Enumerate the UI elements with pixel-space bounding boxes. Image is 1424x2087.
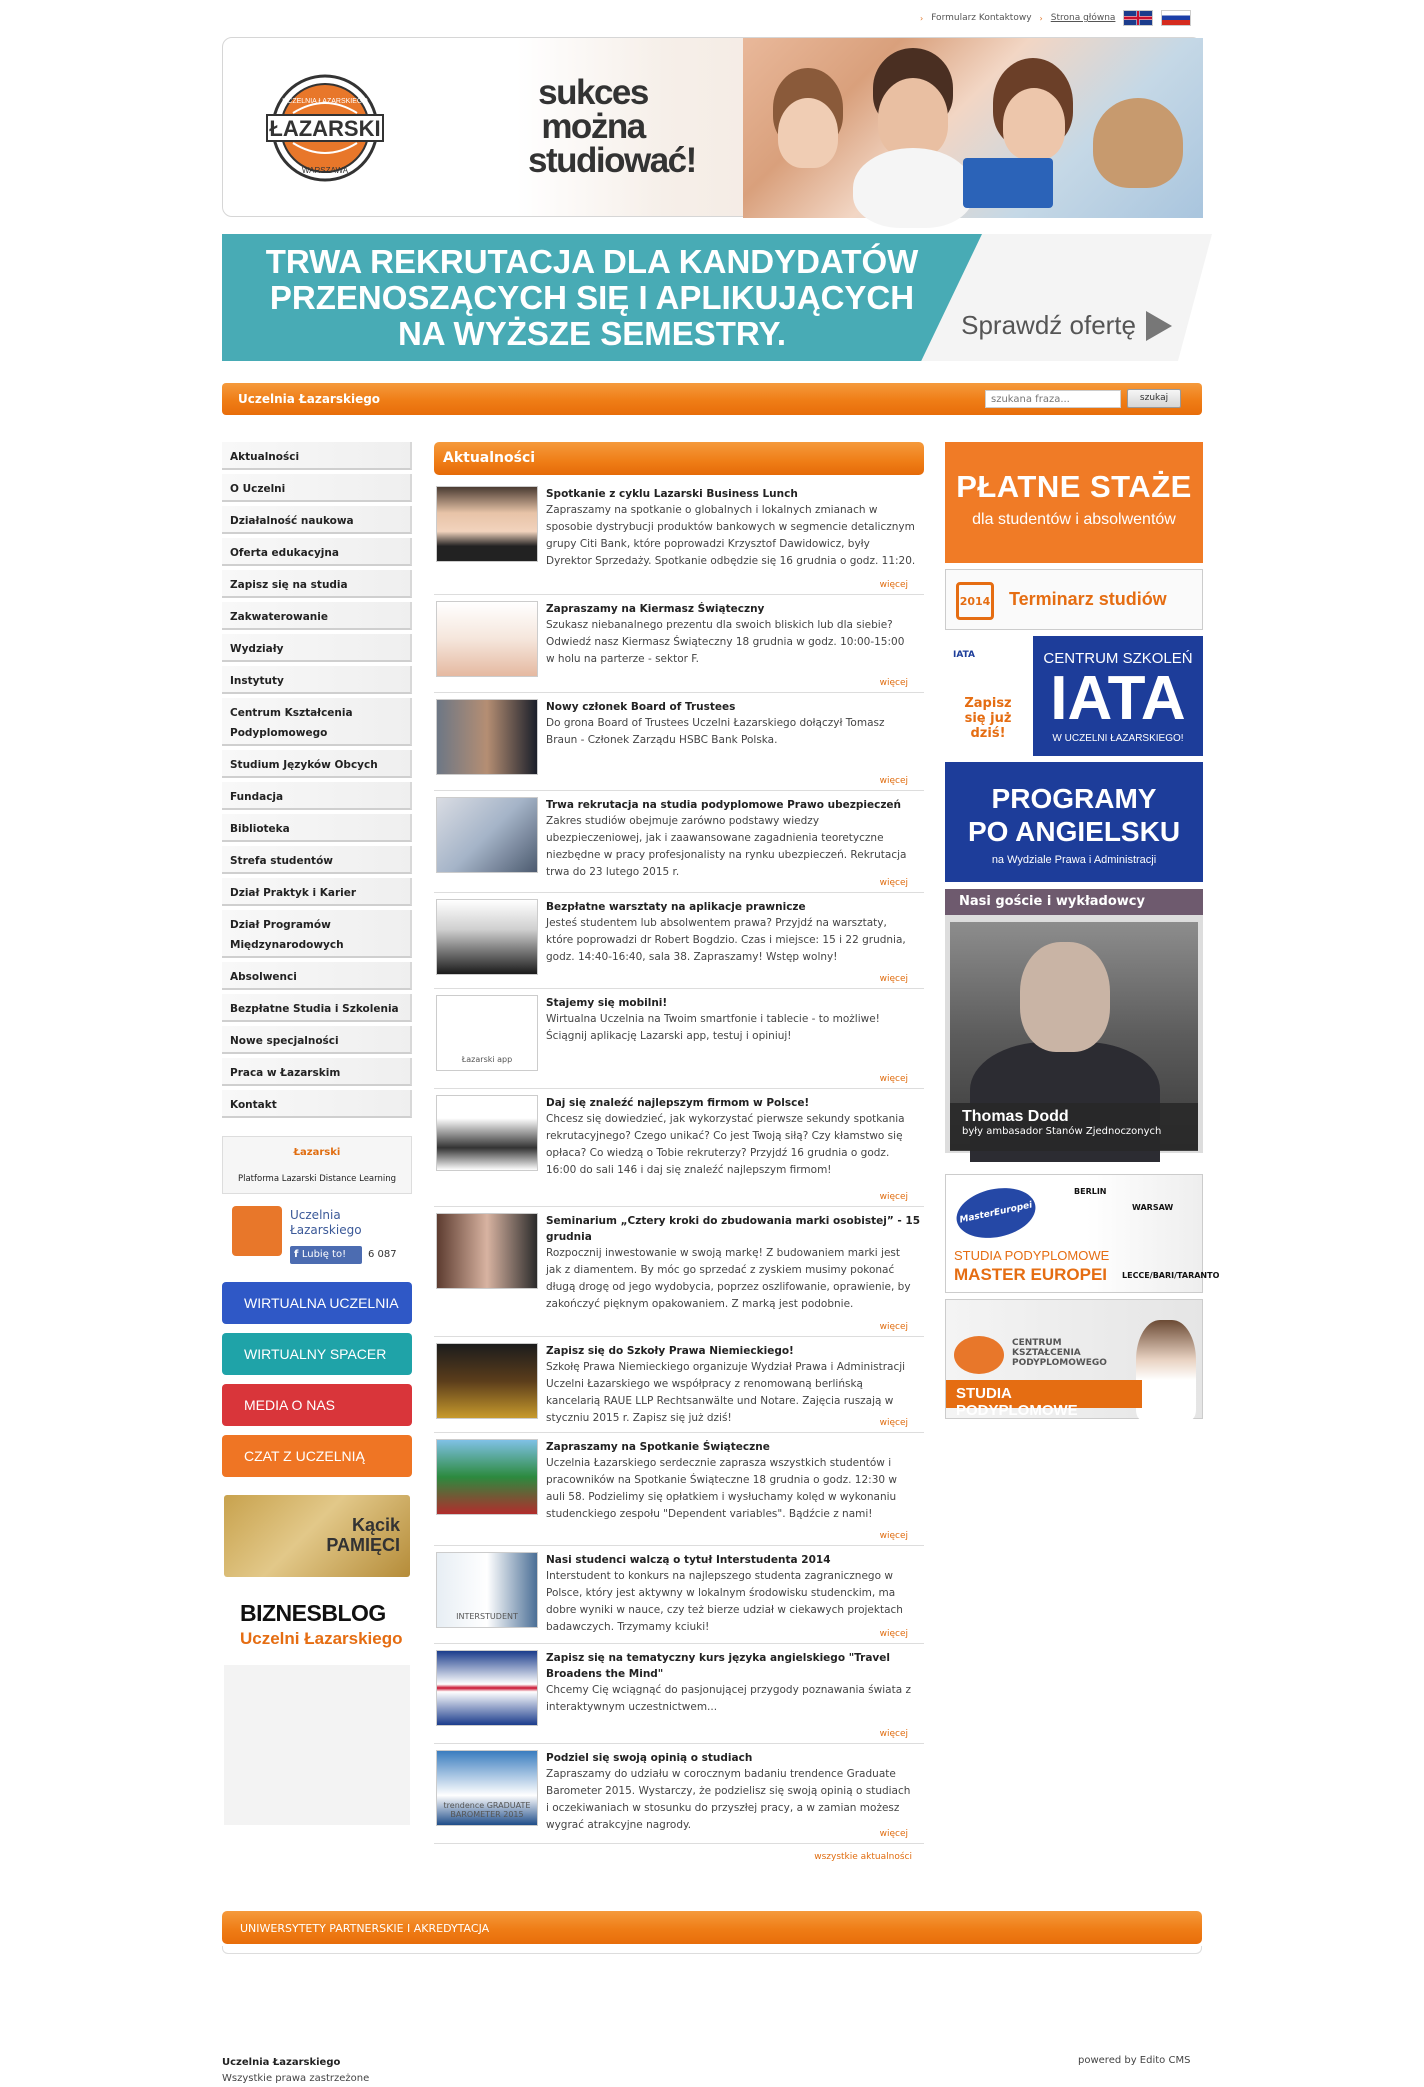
news-list: [434, 480, 924, 1844]
facebook-avatar[interactable]: [232, 1206, 282, 1256]
nav-item[interactable]: Strefa studentów: [222, 846, 412, 874]
news-title[interactable]: Zapraszamy na Spotkanie Świąteczne: [546, 1441, 770, 1453]
internships-subtitle: dla studentów i absolwentów: [972, 511, 1176, 528]
nav-item[interactable]: Biblioteka: [222, 814, 412, 842]
svg-text:UCZELNIA ŁAZARSKIEGO: UCZELNIA ŁAZARSKIEGO: [282, 98, 368, 105]
study-schedule-label: Terminarz studiów: [1009, 589, 1167, 609]
nav-item[interactable]: Centrum Kształcenia Podyplomowego: [222, 698, 412, 746]
news-more-link[interactable]: więcej: [879, 1829, 908, 1839]
news-title[interactable]: Seminarium „Cztery kroki do zbudowania marki osobistej” - 15 grudnia: [546, 1215, 921, 1243]
postgraduate-banner[interactable]: [945, 1299, 1203, 1419]
search-input[interactable]: [985, 390, 1121, 408]
news-thumbnail[interactable]: [436, 1439, 538, 1515]
news-body: Szkołę Prawa Niemieckiego organizuje Wydział Prawa i Administracji Uczelni Łazarskiego we współpracy z renomowaną berlińską kancelarią RAUE LLP Rechtsanwälte und Notare. Zajęcia ruszają w styczniu 2015 r. Zapisz się już dziś!: [546, 1361, 906, 1424]
memory-corner-label: Kącik PAMIĘCI: [326, 1515, 400, 1555]
guest-caption: [950, 1103, 1198, 1151]
memory-corner-banner[interactable]: [224, 1495, 410, 1577]
footer-left: [222, 2055, 369, 2087]
recruitment-banner[interactable]: [222, 234, 1202, 361]
news-item[interactable]: [434, 893, 924, 989]
svg-text:WARSZAWA: WARSZAWA: [301, 166, 349, 175]
news-item[interactable]: [434, 1644, 924, 1744]
news-more-link[interactable]: więcej: [879, 678, 908, 688]
nav-item[interactable]: Dział Programów Międzynarodowych: [222, 910, 412, 958]
paid-internships-banner[interactable]: [945, 442, 1203, 563]
news-more-link[interactable]: więcej: [879, 974, 908, 984]
search-button[interactable]: szukaj: [1127, 389, 1181, 408]
news-thumbnail[interactable]: [436, 899, 538, 975]
news-more-link[interactable]: więcej: [879, 776, 908, 786]
news-item[interactable]: [434, 1546, 924, 1644]
english-programs-banner[interactable]: [945, 762, 1203, 882]
partners-label: UNIWERSYTETY PARTNERSKIE I AKREDYTACJA: [240, 1922, 490, 1935]
city-label: WARSAW: [1132, 1203, 1174, 1212]
check-offer-link[interactable]: Sprawdź ofertę: [961, 310, 1172, 341]
biznesblog-subtitle: Uczelni Łazarskiego: [240, 1629, 403, 1648]
students-photo: [743, 38, 1203, 218]
partners-box: [222, 1946, 1202, 1954]
news-title[interactable]: Trwa rekrutacja na studia podyplomowe Prawo ubezpieczeń: [546, 799, 902, 811]
news-body: Do grona Board of Trustees Uczelni Łazarskiego dołączył Tomasz Braun - Członek Zarządu HSBC Bank Polska.: [546, 717, 885, 746]
footer-title: Uczelnia Łazarskiego: [222, 2057, 341, 2068]
news-section: [434, 442, 924, 1862]
news-more-link[interactable]: więcej: [879, 878, 908, 888]
news-item[interactable]: [434, 989, 924, 1089]
svg-text:ŁAZARSKI: ŁAZARSKI: [269, 116, 381, 141]
news-title[interactable]: Bezpłatne warsztaty na aplikacje prawnicze: [546, 901, 806, 913]
news-body: Chcesz się dowiedzieć, jak wykorzystać pierwsze sekundy spotkania rekrutacyjnego? Czego unikać? Co jest Twoją siłą? Czy kłamstwo się opłaca? Co wiedzą o Tobie rekruterzy? Przyjdź 16 grudnia o godz. 16:00 do sali 146 i daj się znaleźć najlepszym firmom!: [546, 1113, 905, 1176]
nav-item[interactable]: Oferta edukacyjna: [222, 538, 412, 566]
virtual-tour-button[interactable]: WIRTUALNY SPACER: [222, 1333, 412, 1375]
news-body: Zakres studiów obejmuje zarówno podstawy wiedzy ubezpieczeniowej, jak i zaawansowane zagadnienia teoretyczne niezbędne w pracy profesjonalisty na rynku ubezpieczeń. Rekrutacja trwa do 23 lutego 2015 r.: [546, 815, 907, 878]
postgraduate-center-label: CENTRUM KSZTAŁCENIA PODYPLOMOWEGO: [1012, 1338, 1107, 1368]
news-thumbnail[interactable]: [436, 1750, 538, 1826]
news-item[interactable]: [434, 791, 924, 893]
master-europei-banner[interactable]: [945, 1174, 1220, 1293]
news-item[interactable]: [434, 480, 924, 595]
nav-item[interactable]: Zapisz się na studia: [222, 570, 412, 598]
woman-photo: [1136, 1320, 1196, 1420]
news-thumbnail[interactable]: [436, 601, 538, 677]
university-logo[interactable]: [263, 73, 387, 183]
bullet-icon: ›: [1039, 13, 1043, 23]
news-title[interactable]: Stajemy się mobilni!: [546, 997, 668, 1009]
facebook-like-button[interactable]: f Lubię to!: [290, 1246, 362, 1264]
thumbnail-caption: INTERSTUDENT: [456, 1612, 518, 1621]
news-item[interactable]: [434, 1337, 924, 1433]
news-body: Zapraszamy do udziału w corocznym badaniu trendence Graduate Barometer 2015. Wystarczy, że podzielisz się swoją opinią o studiach i oczekiwaniach w stosunku do przyszłej pracy, a w zamian możesz wygrać atrakcyjne nagrody.: [546, 1768, 911, 1831]
news-body: Uczelnia Łazarskiego serdecznie zaprasza wszystkich studentów i pracowników na Spotkanie Świąteczne 18 grudnia o godz. 12:30 w auli 58. Podzielimy się opłatkiem i wysłuchamy kolęd w wykonaniu studenckiego zespołu "Dependent variables". Bądźcie z nami!: [546, 1457, 897, 1520]
facebook-page-name[interactable]: Uczelnia Łazarskiego: [290, 1208, 362, 1237]
news-body: Chcemy Cię wciągnąć do pasjonującej przygody poznawania świata z interaktywnym uczestnictwem...: [546, 1684, 911, 1713]
contact-link[interactable]: Formularz Kontaktowy: [931, 13, 1032, 23]
top-links: [920, 10, 1191, 26]
news-thumbnail[interactable]: [436, 486, 538, 562]
master-line2: MASTER EUROPEI: [954, 1265, 1108, 1284]
iata-big-label: IATA: [1050, 664, 1186, 733]
sign-up-today: Zapisz się już dziś!: [964, 696, 1012, 741]
news-thumbnail[interactable]: [436, 995, 538, 1071]
bullet-icon: ›: [920, 13, 924, 23]
news-body: Interstudent to konkurs na najlepszego studenta zagranicznego w Polsce, który jest aktywny w lokalnym środowisku studenckim, ma dobre wyniki w nauce, czy też bierze udział w ciekawych projektach badawczych. Trzymamy kciuki!: [546, 1570, 903, 1633]
flag-uk-icon[interactable]: [1123, 10, 1153, 26]
master-europei-logo: MasterEuropei: [952, 1181, 1040, 1245]
news-item[interactable]: [434, 595, 924, 693]
news-body: Rozpocznij inwestowanie w swoją markę! Z budowaniem marki jest jak z diamentem. By móc go sprzedać z zyskiem musimy pokonać długą drogę od jego wydobycia, poprzez oszlifowanie, oprawienie, by zakończyć pięknym opakowaniem. Z marką jest podobnie.: [546, 1247, 911, 1310]
news-title[interactable]: Daj się znaleźć najlepszym firmom w Polsce!: [546, 1097, 810, 1109]
biznesblog-title: BIZNESBLOG: [240, 1600, 386, 1626]
study-schedule-banner[interactable]: [945, 569, 1203, 630]
distance-learning-banner[interactable]: [222, 1136, 412, 1194]
nav-item[interactable]: Bezpłatne Studia i Szkolenia: [222, 994, 412, 1022]
iata-small-logo: IATA: [953, 650, 976, 660]
news-thumbnail[interactable]: [436, 1552, 538, 1628]
news-thumbnail[interactable]: [436, 797, 538, 873]
news-more-link[interactable]: więcej: [879, 1629, 908, 1639]
news-body: Zapraszamy na spotkanie o globalnych i lokalnych zmianach w sposobie dystrybucji produktów bankowych w segmencie detalicznym grupy Citi Bank, które poprowadzi Krzysztof Dawidowicz, były Dyrektor Sprzedaży. Spotkanie odbędzie się 16 grudnia o godz. 11:20.: [546, 504, 916, 567]
news-body: Szukasz niebanalnego prezentu dla swoich bliskich lub dla siebie? Odwiedź nasz Kiermasz Świąteczny 18 grudnia w godz. 10:00-15:00 w holu na parterze - sektor F.: [546, 619, 905, 665]
nav-item[interactable]: Dział Praktyk i Karier: [222, 878, 412, 906]
news-title[interactable]: Podziel się swoją opinią o studiach: [546, 1752, 753, 1764]
city-label: LECCE/BARI/TARANTO: [1122, 1271, 1220, 1280]
news-item[interactable]: [434, 1089, 924, 1207]
iata-sub-label: W UCZELNI ŁAZARSKIEGO!: [1052, 733, 1184, 744]
nav-item[interactable]: Działalność naukowa: [222, 506, 412, 534]
news-thumbnail[interactable]: [436, 699, 538, 775]
news-title[interactable]: Zapisz się na tematyczny kurs języka angielskiego "Travel Broadens the Mind": [546, 1652, 890, 1680]
calendar-icon: 2014: [956, 582, 994, 620]
distance-title: Platforma Lazarski Distance Learning: [237, 1174, 397, 1184]
footer-powered[interactable]: powered by Edito CMS: [1078, 2055, 1191, 2066]
news-title[interactable]: Zapraszamy na Kiermasz Świąteczny: [546, 603, 765, 615]
news-thumbnail[interactable]: [436, 1213, 538, 1289]
news-item[interactable]: [434, 1433, 924, 1546]
facebook-icon: f: [294, 1249, 302, 1260]
nav-item[interactable]: Instytuty: [222, 666, 412, 694]
distance-logo: Łazarski: [293, 1147, 341, 1158]
header-banner[interactable]: [222, 37, 1202, 217]
master-line1: STUDIA PODYPLOMOWE: [954, 1248, 1110, 1263]
site-title: Uczelnia Łazarskiego: [238, 392, 381, 406]
biznesblog-banner[interactable]: [240, 1600, 403, 1649]
news-more-link[interactable]: więcej: [879, 1418, 908, 1428]
programs-line1: PROGRAMY: [991, 783, 1157, 814]
thumbnail-caption: Łazarski app: [461, 1055, 513, 1064]
iata-banner[interactable]: [945, 636, 1203, 756]
recruitment-headline: TRWA REKRUTACJA DLA KANDYDATÓW PRZENOSZĄCYCH SIĘ I APLIKUJĄCYCH NA WYŻSZE SEMESTRY.: [265, 243, 919, 352]
news-more-link[interactable]: więcej: [879, 580, 908, 590]
chat-button[interactable]: CZAT Z UCZELNIĄ: [222, 1435, 412, 1477]
iata-panel: [1033, 636, 1203, 756]
nav-item[interactable]: Wydziały: [222, 634, 412, 662]
news-more-link[interactable]: więcej: [879, 1074, 908, 1084]
nav-item[interactable]: Aktualności: [222, 442, 412, 470]
facebook-widget: [232, 1204, 402, 1264]
news-thumbnail[interactable]: [436, 1343, 538, 1419]
programs-subtitle: na Wydziale Prawa i Administracji: [991, 854, 1157, 866]
postgraduate-bar: STUDIA PODYPLOMOWE: [946, 1380, 1142, 1408]
nav-item[interactable]: Praca w Łazarskim: [222, 1058, 412, 1086]
news-item[interactable]: [434, 1744, 924, 1844]
news-more-link[interactable]: więcej: [879, 1192, 908, 1202]
news-more-link[interactable]: więcej: [879, 1322, 908, 1332]
news-thumbnail[interactable]: [436, 1095, 538, 1171]
nav-item[interactable]: Absolwenci: [222, 962, 412, 990]
flag-ru-icon[interactable]: [1161, 10, 1191, 26]
arrow-right-icon: [1146, 311, 1172, 341]
guest-role: były ambasador Stanów Zjednoczonych: [962, 1126, 1162, 1137]
media-button[interactable]: MEDIA O NAS: [222, 1384, 412, 1426]
news-item[interactable]: [434, 1207, 924, 1337]
news-title[interactable]: Nasi studenci walczą o tytuł Interstudenta 2014: [546, 1554, 831, 1566]
news-body: Wirtualna Uczelnia na Twoim smartfonie i tablecie - to możliwe! Ściągnij aplikację Lazarski app, testuj i opiniuj!: [546, 1013, 880, 1042]
internships-title: PŁATNE STAŻE: [956, 469, 1192, 504]
lazarski-logo-icon: [954, 1336, 1004, 1374]
news-body: Jesteś studentem lub absolwentem prawa? Przyjdź na warsztaty, które poprowadzi dr Robert Bogdzio. Czas i miejsce: 15 i 22 grudnia, godz. 14:40-16:40, sala 38. Zapraszamy! Wstęp wolny!: [546, 917, 906, 963]
home-link[interactable]: Strona główna: [1050, 13, 1116, 23]
news-title[interactable]: Zapisz się do Szkoły Prawa Niemieckiego!: [546, 1345, 794, 1357]
news-more-link[interactable]: więcej: [879, 1729, 908, 1739]
left-navigation: [222, 442, 412, 1122]
nav-item[interactable]: Nowe specjalności: [222, 1026, 412, 1054]
city-label: BERLIN: [1074, 1187, 1107, 1196]
thumbnail-caption: trendence GRADUATE BAROMETER 2015: [443, 1801, 531, 1819]
news-item[interactable]: [434, 693, 924, 791]
nav-item[interactable]: O Uczelni: [222, 474, 412, 502]
news-heading: Aktualności: [434, 442, 924, 475]
main-orange-bar: [222, 383, 1202, 415]
empty-widget: [224, 1665, 410, 1825]
news-title[interactable]: Nowy członek Board of Trustees: [546, 701, 736, 713]
nav-item[interactable]: Studium Języków Obcych: [222, 750, 412, 778]
nav-item[interactable]: Fundacja: [222, 782, 412, 810]
programs-line2: PO ANGIELSKU: [967, 816, 1181, 847]
guest-name: Thomas Dodd: [962, 1108, 1069, 1125]
like-count: 6 087: [368, 1249, 397, 1260]
nav-item[interactable]: Kontakt: [222, 1090, 412, 1118]
virtual-university-button[interactable]: WIRTUALNA UCZELNIA: [222, 1282, 412, 1324]
news-more-link[interactable]: więcej: [879, 1531, 908, 1541]
guests-heading: Nasi goście i wykładowcy: [945, 889, 1203, 915]
news-title[interactable]: Spotkanie z cyklu Lazarski Business Lunch: [546, 488, 798, 500]
nav-item[interactable]: Zakwaterowanie: [222, 602, 412, 630]
footer-rights: Wszystkie prawa zastrzeżone: [222, 2073, 370, 2084]
partners-bar[interactable]: [222, 1911, 1202, 1944]
news-thumbnail[interactable]: [436, 1650, 538, 1726]
all-news-link[interactable]: wszystkie aktualności: [814, 1852, 912, 1862]
iata-center-label: CENTRUM SZKOLEŃ: [1043, 650, 1193, 667]
slogan: sukces można studiować!: [528, 73, 696, 180]
guests-widget[interactable]: [945, 889, 1203, 1153]
